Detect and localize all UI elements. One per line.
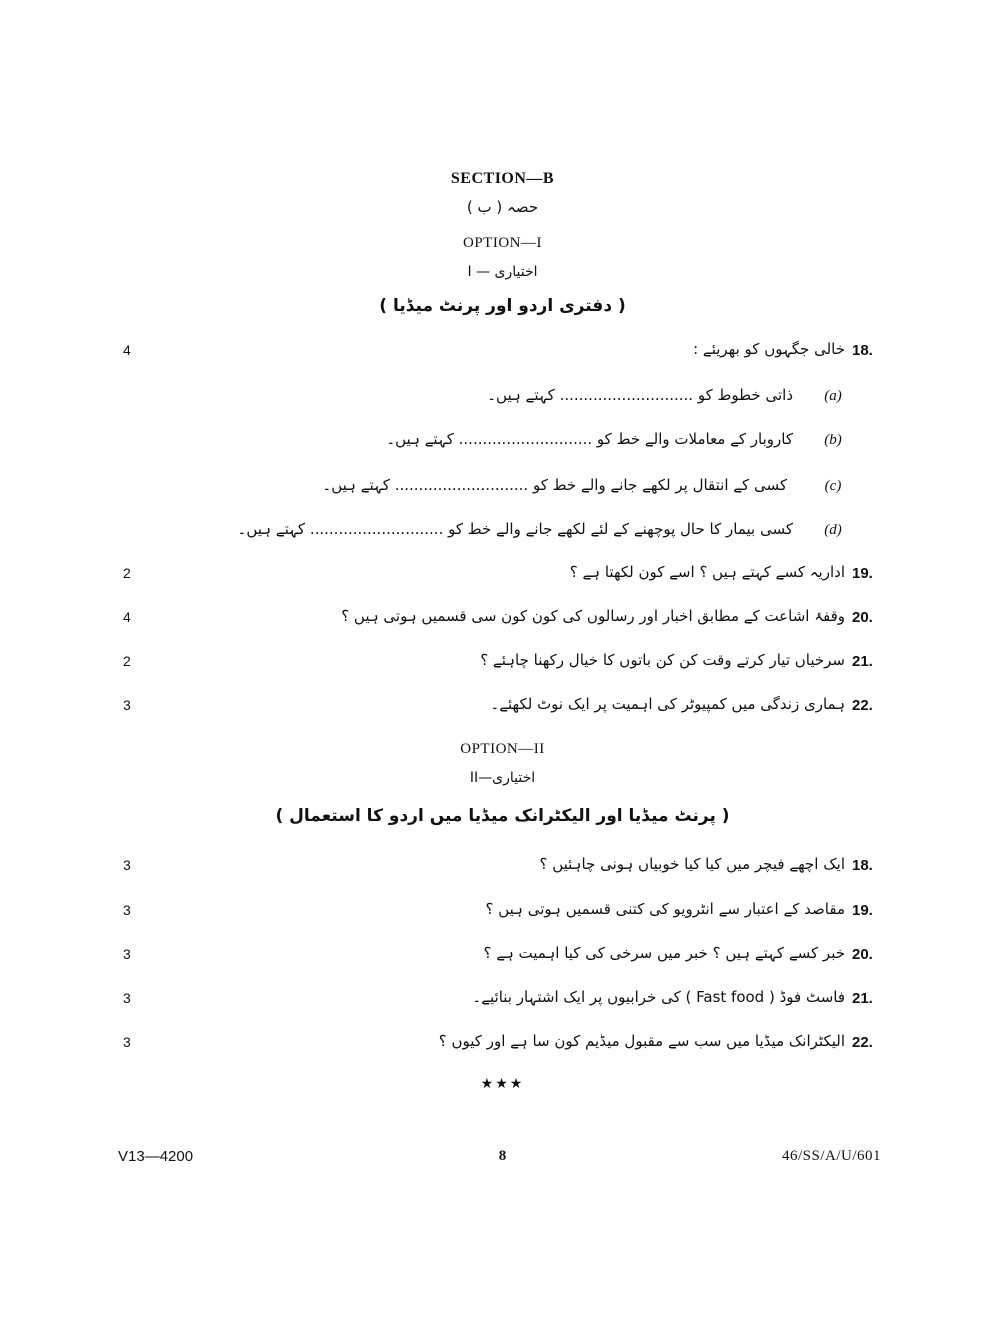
- option2-urdu-title: اختیاری—II: [469, 770, 536, 786]
- question-row: [0, 1030, 1005, 1060]
- question-text: اداریہ کسے کہتے ہیں ؟ اسے کون لکھتا ہے ؟: [569, 563, 845, 581]
- section-urdu-title: حصہ ( ب ): [466, 198, 539, 216]
- question-row: [0, 561, 1005, 591]
- subpart-text: ذاتی خطوط کو ............................ کہتے ہیں۔: [487, 386, 793, 404]
- question-number: 18.: [852, 342, 873, 359]
- subpart-label: (a): [824, 388, 842, 404]
- question-marks: 3: [123, 990, 131, 1006]
- question-row: [0, 898, 1005, 928]
- question-marks: 4: [123, 609, 131, 625]
- question-row: [0, 649, 1005, 679]
- question-number: 21.: [852, 653, 873, 670]
- subpart-label: (b): [824, 432, 842, 448]
- question-row: [0, 853, 1005, 883]
- option2-title: OPTION—II: [460, 741, 545, 757]
- question-marks: 2: [123, 653, 131, 669]
- subpart-text: کاروبار کے معاملات والے خط کو ............................ کہتے ہیں۔: [386, 430, 793, 448]
- footer-code: V13—4200: [118, 1148, 194, 1165]
- subpart-text: کسی بیمار کا حال پوچھنے کے لئے لکھے جانے والے خط کو ............................ کہتے ہیں۔: [237, 520, 793, 538]
- question-marks: 2: [123, 565, 131, 581]
- option1-urdu-title: اختیاری — I: [467, 264, 538, 280]
- subpart-row: [0, 472, 1005, 504]
- question-number: 19.: [852, 565, 873, 582]
- question-number: 19.: [852, 902, 873, 919]
- subpart-row: [0, 426, 1005, 458]
- option1-title: OPTION—I: [463, 235, 542, 251]
- page-number: 8: [498, 1148, 507, 1164]
- question-marks: 4: [123, 342, 131, 358]
- section-title: SECTION—B: [450, 170, 555, 187]
- question-text: سرخیاں تیار کرتے وقت کن کن باتوں کا خیال رکھنا چاہئے ؟: [480, 651, 845, 669]
- question-row: [0, 338, 1005, 368]
- question-text: فاسٹ فوڈ ( Fast food ) کی خرابیوں پر ایک اشتہار بنائیے۔: [472, 988, 845, 1006]
- question-text: مقاصد کے اعتبار سے انٹرویو کی کتنی قسمیں ہوتی ہیں ؟: [485, 900, 845, 918]
- question-marks: 3: [123, 697, 131, 713]
- question-marks: 3: [123, 1034, 131, 1050]
- question-number: 22.: [852, 1034, 873, 1051]
- question-marks: 3: [123, 946, 131, 962]
- question-row: [0, 693, 1005, 723]
- question-number: 22.: [852, 697, 873, 714]
- option2-heading: ( پرنٹ میڈیا اور الیکٹرانک میڈیا میں اردو کا استعمال ): [275, 806, 730, 826]
- option1-heading: ( دفتری اردو اور پرنٹ میڈیا ): [379, 296, 626, 316]
- subpart-row: [0, 516, 1005, 548]
- question-row: [0, 605, 1005, 635]
- question-text: وقفۂ اشاعت کے مطابق اخبار اور رسالوں کی کون کون سی قسمیں ہوتی ہیں ؟: [341, 607, 845, 625]
- subpart-text: کسی کے انتقال پر لکھے جانے والے خط کو ............................ کہتے ہیں۔: [322, 476, 787, 494]
- question-text: خالی جگہوں کو بھریئے :: [693, 340, 845, 358]
- paper-code: 46/SS/A/U/601: [781, 1148, 881, 1164]
- question-row: [0, 942, 1005, 972]
- question-text: ہماری زندگی میں کمپیوٹر کی اہمیت پر ایک نوٹ لکھئے۔: [490, 695, 845, 713]
- question-number: 20.: [852, 946, 873, 963]
- subpart-row: [0, 382, 1005, 414]
- question-marks: 3: [123, 857, 131, 873]
- question-number: 20.: [852, 609, 873, 626]
- subpart-label: (d): [824, 522, 842, 538]
- subpart-label: (c): [824, 478, 842, 494]
- question-marks: 3: [123, 902, 131, 918]
- question-number: 18.: [852, 857, 873, 874]
- end-stars: ★★★: [480, 1076, 525, 1092]
- question-text: ایک اچھے فیچر میں کیا کیا خوبیاں ہونی چاہئیں ؟: [539, 855, 845, 873]
- question-number: 21.: [852, 990, 873, 1007]
- question-row: [0, 986, 1005, 1016]
- question-text: الیکٹرانک میڈیا میں سب سے مقبول میڈیم کون سا ہے اور کیوں ؟: [438, 1032, 845, 1050]
- question-text: خبر کسے کہتے ہیں ؟ خبر میں سرخی کی کیا اہمیت ہے ؟: [483, 944, 845, 962]
